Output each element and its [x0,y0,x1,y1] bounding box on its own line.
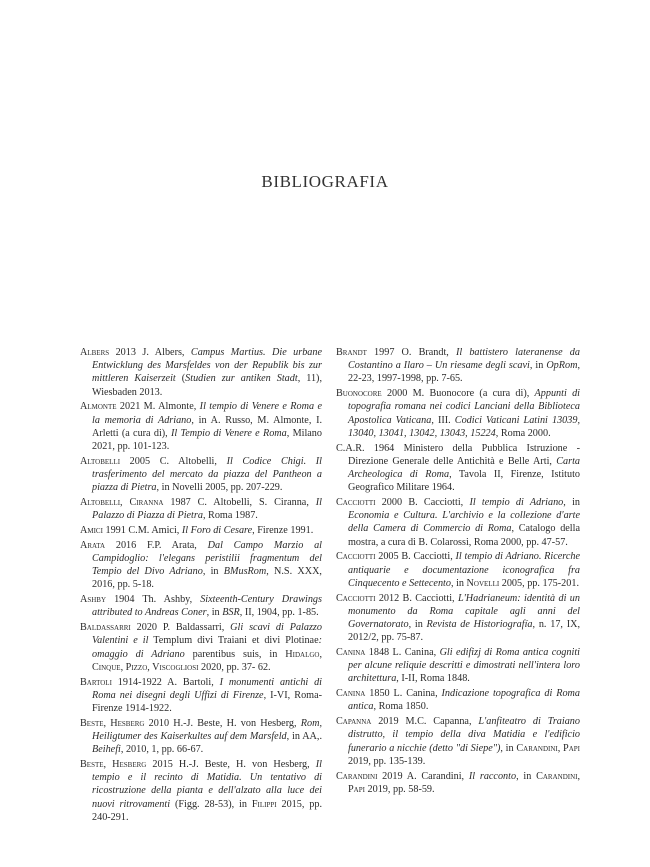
entry-text: , I-II, Roma 1848. [396,673,470,685]
entry-text: 2020 P. Baldassarri, [130,622,231,634]
entry-text: (Figg. 28-53), in [170,798,252,810]
entry-text: 1904 Th. Ashby, [106,594,201,606]
entry-text: 2019 M.C. Capanna, [371,716,479,728]
entry-title-text: Il racconto [468,770,517,782]
bibliography-column-left [80,346,322,826]
entry-text: 2000 B. Cacciotti, [375,497,470,509]
entry-text: 1997 O. Brandt, [366,347,456,358]
entry-text: , Milano 2021, pp. 101-123. [92,427,322,453]
entry-text: , Roma 1987. [202,510,258,522]
entry-author: Albers [80,347,110,358]
entry-author: Canina [336,688,366,700]
entry-text: 2012 B. Cacciotti, [375,592,458,604]
entry-text: Filippi [251,798,277,810]
entry-author: C.A.R. [336,442,365,454]
entry-title-text: Gli edifizj di Roma antica cogniti per alcune reliquie descritti e dimostrati nell'intera loro architettura [348,647,580,685]
entry-text: 1991 C.M. Amici, [102,525,182,537]
bibliography-entry [80,346,322,399]
entry-author: Arata [80,539,106,551]
entry-text: 2013 J. Albers, [109,347,191,358]
entry-title-text: Sixteenth-Century Drawings attributed to Andreas Coner [92,594,322,619]
entry-title-text: Codici Vaticani Latini 13039, 13040, 13041, 13042, 13043, 15224 [348,414,580,439]
entry-text: 2016 F.P. Arata, [105,539,208,551]
entry-text: 2015, pp. 240-291. [92,798,323,823]
bibliography-entry [80,676,322,716]
entry-title-text: Il tempio e il recinto di Matidia. Un tentativo di ricostruzione della pianta e dell'alzato alla luce dei nuovi ritrovamenti [92,759,322,810]
entry-text: , in [202,566,224,578]
page-title: BIBLIOGRAFIA [261,172,389,191]
entry-title-text: I monumenti antichi di Roma nei disegni degli Uffizi di Firenze [92,676,323,701]
entry-title-text: Il tempio di Venere e Roma e la memoria di Adriano [92,401,322,426]
bibliography-entry [336,770,580,796]
entry-text: 2019, pp. 58-59. [364,783,435,795]
bibliography-entry [80,621,322,674]
entry-text: , N.S. XXX, 2016, pp. 5-18. [92,566,322,591]
entry-text: , in [408,619,427,631]
entry-text: , in A. Russo, M. Almonte, I. Arletti (a cura di), [92,414,323,439]
entry-text: Templum divi Traiani et divi Plotinae [148,635,319,647]
entry-text: , I-VI, Roma-Firenze 1914-1922. [92,689,322,715]
entry-text: , in [529,360,547,372]
entry-title-text: Il tempio di Adriano [469,497,564,509]
bibliography-entry [336,442,580,495]
entry-title-text: Il Tempio di Venere e Roma [170,427,287,439]
entry-author: Cacciotti [336,497,376,509]
bibliography-entry [80,400,322,453]
entry-text: , Roma 1850. [373,701,429,713]
entry-title-text: Il Foro di Cesare [181,525,253,537]
entry-text: , Firenze 1991. [252,525,314,537]
entry-author: Buonocore [336,388,382,400]
entry-text: , III. [431,414,455,426]
entry-text: 2000 M. Buonocore (a cura di), [381,388,535,400]
entry-title-text: Gli scavi di Palazzo Valentini e il [92,622,322,647]
entry-title-text: Economia e Cultura. L'archivio e la collezione d'arte della Camera di Commercio di Roma [348,510,580,535]
entry-title-text: Beihefi [92,744,121,756]
entry-author: Carandini [336,770,378,782]
entry-text: 1848 L. Canina, [365,647,440,659]
bibliography-entry [80,758,322,824]
entry-text: 2005 B. Cacciotti, [375,551,456,563]
entry-author: Beste, Hesberg [80,717,145,729]
entry-text: , 11), Wiesbaden 2013. [92,373,322,398]
bibliography-entry [80,717,322,757]
bibliography-entry [336,687,580,713]
entry-text: , in [563,497,580,509]
entry-title-text: Dal Campo Marzio al Campidoglio: l'elegans peristilii fragmentum del Tempio del Divo Adriano [92,539,323,578]
entry-text: , in [450,577,467,589]
bibliography-entry [80,593,322,619]
entry-text: parentibus suis, in [184,648,286,660]
entry-title-text: Appunti di topografia romana nei codici Lanciani della Biblioteca Apostolica Vaticana [348,388,580,426]
bibliography-entry [336,550,580,590]
entry-text: , II, 1904, pp. 1-85. [239,607,319,619]
entry-title-text: Il tempio di Adriano. Ricerche antiquarie e documentazione iconografica fra Cinquecento e Settecento [348,551,580,589]
entry-text: 2020, pp. 37- 62. [198,661,271,673]
entry-title-text: Il Palazzo di Piazza di Pietra [92,497,322,522]
entry-author: Cacciotti [336,551,376,563]
entry-text: , in AA,. [286,731,322,743]
entry-author: Altobelli, Ciranna [80,497,164,509]
bibliography-entry [80,539,322,592]
bibliography-column-right [336,346,580,798]
entry-author: Cacciotti [336,592,376,604]
entry-text: , in Novelli 2005, pp. 207-229. [156,482,283,494]
entry-text: Carandini, Papi [516,742,580,754]
entry-text: , Catalogo della mostra, a cura di B. Colarossi, Roma 2000, pp. 47-57. [348,523,580,548]
entry-text: Carandini, Papi [348,770,581,795]
entry-text: Hidalgo, Cinque, Pizzo, Viscogliosi [92,648,323,673]
entry-title-text: Studien zur antiken Stadt [185,373,298,385]
entry-author: Ashby [80,594,107,606]
entry-text: 1914-1922 A. Bartoli, [111,676,220,688]
entry-text: 2021 M. Almonte, [116,401,200,413]
entry-title-text: Carta Archeologica di Roma [348,455,580,481]
bibliography-entry [336,715,580,768]
entry-title-text: Campus Martius. Die urbane Entwicklung des Marsfeldes von der Republik bis zur mittleren Kaiserzeit [92,347,323,385]
bibliography-entry [80,524,322,537]
bibliography-entry [336,387,580,440]
entry-text: , 2010, 1, pp. 66-67. [120,744,204,756]
entry-title-text: L'Hadrianeum: identità di un monumento da Roma capitale agli anni del Governatorato [348,592,580,631]
entry-title-text: Il Codice Chigi. Il trasferimento del mercato da piazza del Pantheon a piazza di Pietra [92,455,323,494]
entry-text: , n. 17, IX, 2012/2, pp. 75-87. [348,619,580,644]
entry-text: , in [500,742,517,754]
entry-author: Altobelli [80,455,121,467]
entry-author: Brandt [336,347,367,358]
bibliography-entry [336,346,580,386]
entry-author: Almonte [80,401,117,413]
entry-author: Bartoli [80,676,112,688]
entry-title-text: : omaggio di Adriano [92,635,322,660]
entry-author: Capanna [336,716,372,728]
entry-author: Amici [80,525,103,537]
entry-title-text: BSR [222,607,240,619]
entry-title-text: BMusRom [223,566,267,578]
bibliography-entry [80,496,322,522]
entry-text: , in [206,607,223,619]
entry-text: Novelli [466,577,500,589]
entry-text: 1850 L. Canina, [365,688,442,700]
entry-author: Beste, Hesberg [80,759,147,771]
entry-text: 1987 C. Altobelli, S. Ciranna, [163,497,316,509]
entry-text: 2005, pp. 175-201. [499,577,579,589]
bibliography-entry [336,646,580,686]
entry-text: 2015 H.-J. Beste, H. von Hesberg, [146,759,316,771]
bibliography-entry [80,455,322,495]
entry-text: ( [175,373,186,385]
entry-author: Baldassarri [80,622,131,634]
entry-text: 1964 Ministero della Pubblica Istruzione - Direzione Generale delle Antichità e Belle Arti, [348,442,580,467]
entry-title-text: Rom, Heiligtumer des Kaiserkultes auf dem Marsfeld [92,717,322,743]
entry-text: , Tavola II, Firenze, Istituto Geografico Militare 1964. [348,469,580,494]
entry-title-text: OpRom [546,360,578,372]
entry-author: Canina [336,647,366,659]
bibliography-entry [336,592,580,645]
entry-text: , 22-23, 1997-1998, pp. 7-65. [348,360,580,385]
entry-text: 2019, pp. 135-139. [348,755,426,767]
entry-title-text: Revista de Historiografía [426,619,533,631]
entry-title-text: L'anfiteatro di Traiano distrutto, il tempio della diva Matidia e l'edificio funerario a nicchie (detto "di Siepe") [348,716,580,754]
entry-text: 2005 C. Altobelli, [120,455,227,467]
bibliography-entry [336,496,580,549]
entry-text: , in [516,770,537,782]
entry-text: 2010 H.-J. Beste, H. von Hesberg, [144,717,301,729]
entry-title-text: Indicazione topografica di Roma antica [348,688,580,713]
entry-text: , Roma 2000. [495,427,551,439]
entry-title-text: Il battistero lateranense da Costantino a Ilaro – Un riesame degli scavi [348,347,580,372]
entry-text: 2019 A. Carandini, [377,770,469,782]
